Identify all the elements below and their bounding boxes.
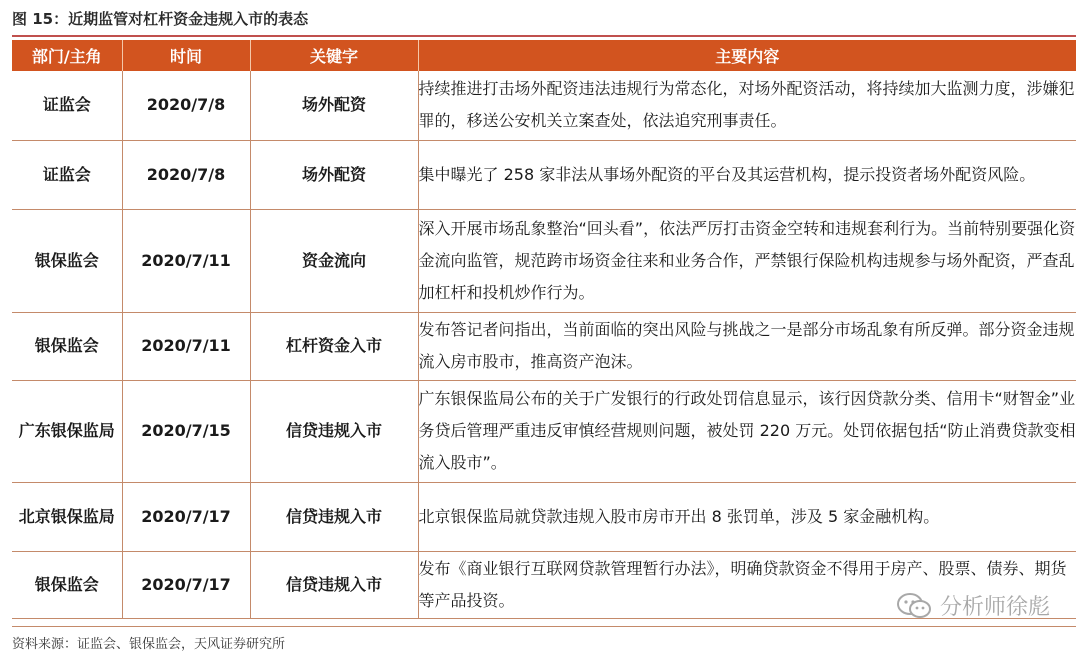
cell-keyword: 杠杆资金入市: [250, 312, 418, 380]
cell-content: 广东银保监局公布的关于广发银行的行政处罚信息显示，该行因贷款分类、信用卡“财智金”业务贷后管理严重违反审慎经营规则问题，被处罚 220 万元。处罚依据包括“防止消费贷款变相流入股市”。: [418, 380, 1076, 482]
cell-dept: 银保监会: [12, 551, 122, 618]
cell-dept: 银保监会: [12, 209, 122, 312]
cell-keyword: 资金流向: [250, 209, 418, 312]
cell-date: 2020/7/11: [122, 312, 250, 380]
cell-content: 发布答记者问指出，当前面临的突出风险与挑战之一是部分市场乱象有所反弹。部分资金违规流入房市股市，推高资产泡沫。: [418, 312, 1076, 380]
cell-content: 持续推进打击场外配资违法违规行为常态化，对场外配资活动，将持续加大监测力度，涉嫌犯罪的，移送公安机关立案查处，依法追究刑事责任。: [418, 71, 1076, 140]
header-dept: 部门/主角: [12, 40, 122, 71]
cell-date: 2020/7/17: [122, 482, 250, 551]
cell-dept: 银保监会: [12, 312, 122, 380]
footer-divider: [12, 626, 1076, 627]
cell-keyword: 信贷违规入市: [250, 380, 418, 482]
source-note: 资料来源：证监会、银保监会，天风证券研究所: [12, 637, 286, 652]
cell-keyword: 场外配资: [250, 71, 418, 140]
table-row: [12, 71, 1076, 140]
cell-keyword: 信贷违规入市: [250, 482, 418, 551]
table-row: [12, 482, 1076, 551]
figure-title: 图 15：近期监管对杠杆资金违规入市的表态: [12, 10, 309, 28]
cell-dept: 广东银保监局: [12, 380, 122, 482]
table-row: [12, 140, 1076, 209]
cell-date: 2020/7/11: [122, 209, 250, 312]
watermark-text: 分析师徐彪: [939, 595, 1050, 620]
title-divider: [12, 35, 1076, 37]
watermark: [896, 590, 1050, 621]
table-row: [12, 312, 1076, 380]
cell-content: 北京银保监局就贷款违规入股市房市开出 8 张罚单，涉及 5 家金融机构。: [418, 482, 1076, 551]
cell-keyword: 场外配资: [250, 140, 418, 209]
cell-date: 2020/7/8: [122, 140, 250, 209]
cell-dept: 证监会: [12, 71, 122, 140]
cell-date: 2020/7/8: [122, 71, 250, 140]
cell-dept: 证监会: [12, 140, 122, 209]
cell-content: 发布《商业银行互联网贷款管理暂行办法》，明确贷款资金不得用于房产、股票、债券、期货等产品投资。: [418, 551, 1076, 618]
table-row: [12, 380, 1076, 482]
cell-keyword: 信贷违规入市: [250, 551, 418, 618]
cell-dept: 北京银保监局: [12, 482, 122, 551]
table-header-row: [12, 40, 1076, 71]
cell-content: 集中曝光了 258 家非法从事场外配资的平台及其运营机构，提示投资者场外配资风险。: [418, 140, 1076, 209]
header-keyword: 关键字: [250, 40, 418, 71]
cell-date: 2020/7/17: [122, 551, 250, 618]
cell-date: 2020/7/15: [122, 380, 250, 482]
table-row: [12, 209, 1076, 312]
header-date: 时间: [122, 40, 250, 71]
regulation-table: [12, 40, 1076, 619]
wechat-icon: [896, 592, 932, 620]
cell-content: 深入开展市场乱象整治“回头看”，依法严厉打击资金空转和违规套利行为。当前特别要强化资金流向监管，规范跨市场资金往来和业务合作，严禁银行保险机构违规参与场外配资，严查乱加杠杆和投机炒作行为。: [418, 209, 1076, 312]
header-content: 主要内容: [418, 40, 1076, 71]
